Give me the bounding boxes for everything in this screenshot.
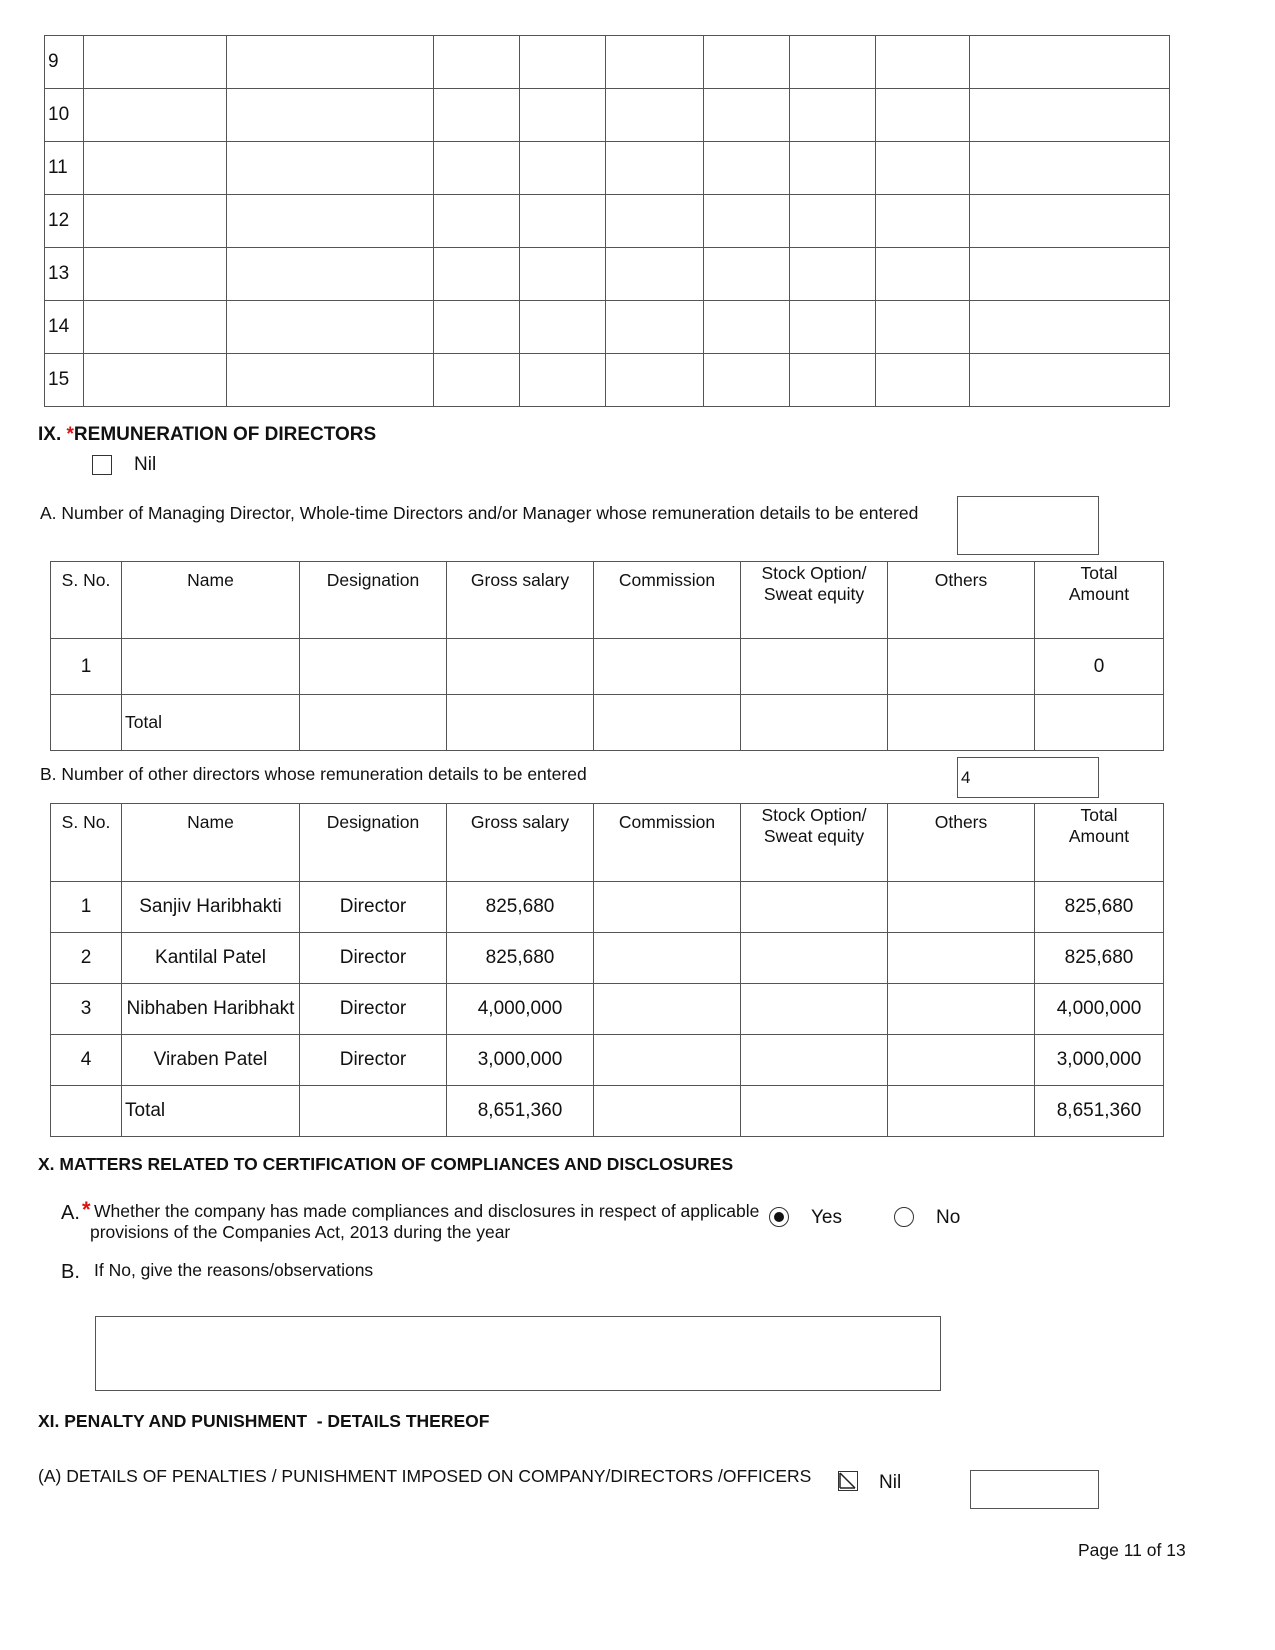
commission-cell[interactable] <box>594 933 741 984</box>
table-row <box>51 1035 1164 1086</box>
sno-cell: 1 <box>51 882 122 933</box>
section-x-b-prefix: B. <box>61 1261 80 1283</box>
total-amount-total: 8,651,360 <box>1035 1086 1164 1137</box>
checkbox-mark-icon <box>839 1472 856 1489</box>
continuation-table <box>44 35 1170 407</box>
section-x-b-label: If No, give the reasons/observations <box>94 1260 374 1280</box>
required-asterisk: * <box>82 1197 91 1222</box>
col-header-others: Others <box>888 804 1035 882</box>
others-cell[interactable] <box>888 882 1035 933</box>
empty-cell[interactable] <box>970 354 1170 407</box>
empty-cell[interactable] <box>970 89 1170 142</box>
total-row <box>51 1086 1164 1137</box>
empty-cell <box>594 695 741 751</box>
row-number-cell: 9 <box>45 36 84 89</box>
sno-cell: 2 <box>51 933 122 984</box>
empty-cell[interactable] <box>790 89 876 142</box>
empty-cell[interactable] <box>84 195 227 248</box>
empty-cell[interactable] <box>876 36 970 89</box>
empty-cell[interactable] <box>704 36 790 89</box>
col-header-name: Name <box>122 562 300 639</box>
table-row <box>45 89 1170 142</box>
empty-cell[interactable] <box>520 248 606 301</box>
col-header-commission: Commission <box>594 804 741 882</box>
table-b-header-row <box>51 804 1164 882</box>
designation-cell[interactable] <box>300 639 447 695</box>
table-row <box>51 639 1164 695</box>
table-a <box>50 561 1164 751</box>
empty-cell <box>888 1086 1035 1137</box>
empty-cell[interactable] <box>227 301 434 354</box>
total-amount-line1: Total <box>1080 563 1118 583</box>
required-asterisk: * <box>66 424 74 445</box>
empty-cell[interactable] <box>790 195 876 248</box>
empty-cell[interactable] <box>227 195 434 248</box>
others-cell[interactable] <box>888 933 1035 984</box>
empty-cell[interactable] <box>606 36 704 89</box>
col-header-commission: Commission <box>594 562 741 639</box>
name-cell[interactable] <box>122 639 300 695</box>
empty-cell[interactable] <box>520 354 606 407</box>
empty-cell[interactable] <box>434 89 520 142</box>
empty-cell[interactable] <box>704 248 790 301</box>
empty-cell <box>741 1086 888 1137</box>
nil-label-ix: Nil <box>134 454 157 475</box>
empty-cell[interactable] <box>84 354 227 407</box>
empty-cell[interactable] <box>876 301 970 354</box>
name-cell[interactable]: Viraben Patel <box>122 1035 300 1086</box>
empty-cell <box>300 1086 447 1137</box>
empty-cell[interactable] <box>520 142 606 195</box>
table-row <box>51 984 1164 1035</box>
stock-option-line1: Stock Option/ <box>761 805 867 825</box>
empty-cell[interactable] <box>227 354 434 407</box>
col-header-gross-salary: Gross salary <box>447 804 594 882</box>
empty-cell[interactable] <box>704 89 790 142</box>
empty-cell[interactable] <box>84 301 227 354</box>
commission-cell[interactable] <box>594 984 741 1035</box>
table-row <box>51 882 1164 933</box>
table-row <box>45 301 1170 354</box>
table-a-header-row <box>51 562 1164 639</box>
empty-cell[interactable] <box>970 301 1170 354</box>
col-header-gross-salary: Gross salary <box>447 562 594 639</box>
gross-salary-total: 8,651,360 <box>447 1086 594 1137</box>
total-amount-line1: Total <box>1080 805 1118 825</box>
table-row <box>45 354 1170 407</box>
empty-cell <box>51 695 122 751</box>
empty-cell[interactable] <box>876 142 970 195</box>
stock-option-cell[interactable] <box>741 882 888 933</box>
others-cell[interactable] <box>888 984 1035 1035</box>
section-x-a-prefix: A. <box>61 1202 80 1224</box>
empty-cell[interactable] <box>520 301 606 354</box>
section-xi-heading: XI. PENALTY AND PUNISHMENT - DETAILS THEREOF <box>38 1411 490 1431</box>
page-number: Page 11 of 13 <box>1078 1540 1186 1560</box>
empty-cell[interactable] <box>520 36 606 89</box>
empty-cell <box>888 695 1035 751</box>
col-header-designation: Designation <box>300 804 447 882</box>
empty-cell[interactable] <box>434 142 520 195</box>
empty-cell[interactable] <box>434 354 520 407</box>
total-amount-cell: 4,000,000 <box>1035 984 1164 1035</box>
empty-cell[interactable] <box>876 354 970 407</box>
empty-cell[interactable] <box>84 89 227 142</box>
col-header-designation: Designation <box>300 562 447 639</box>
no-label: No <box>936 1207 961 1228</box>
col-header-stock-option <box>741 562 888 639</box>
table-row <box>45 195 1170 248</box>
empty-cell[interactable] <box>790 142 876 195</box>
part-b-label: B. Number of other directors whose remuneration details to be entered <box>40 764 587 784</box>
col-header-sno: S. No. <box>51 804 122 882</box>
empty-cell[interactable] <box>970 142 1170 195</box>
total-amount-cell: 825,680 <box>1035 882 1164 933</box>
empty-cell[interactable] <box>876 248 970 301</box>
gross-salary-cell[interactable] <box>447 639 594 695</box>
name-cell[interactable]: Sanjiv Haribhakti <box>122 882 300 933</box>
empty-cell[interactable] <box>704 354 790 407</box>
empty-cell[interactable] <box>790 354 876 407</box>
gross-salary-cell[interactable]: 3,000,000 <box>447 1035 594 1086</box>
total-label: Total <box>122 1086 300 1137</box>
empty-cell <box>594 1086 741 1137</box>
empty-cell[interactable] <box>434 36 520 89</box>
col-header-others: Others <box>888 562 1035 639</box>
designation-cell[interactable]: Director <box>300 1035 447 1086</box>
empty-cell[interactable] <box>704 301 790 354</box>
stock-option-cell[interactable] <box>741 984 888 1035</box>
gross-salary-cell[interactable]: 825,680 <box>447 933 594 984</box>
col-header-stock-option <box>741 804 888 882</box>
radio-selected-dot <box>774 1212 784 1222</box>
row-number-cell: 11 <box>45 142 84 195</box>
empty-cell[interactable] <box>606 301 704 354</box>
empty-cell[interactable] <box>970 248 1170 301</box>
section-x-heading: X. MATTERS RELATED TO CERTIFICATION OF COMPLIANCES AND DISCLOSURES <box>38 1154 734 1174</box>
row-number-cell: 14 <box>45 301 84 354</box>
col-header-total-amount <box>1035 804 1164 882</box>
table-row <box>45 36 1170 89</box>
no-radio[interactable] <box>894 1207 914 1227</box>
commission-cell[interactable] <box>594 882 741 933</box>
penalties-field[interactable] <box>970 1470 1099 1509</box>
empty-cell[interactable] <box>227 36 434 89</box>
col-header-sno: S. No. <box>51 562 122 639</box>
table-row <box>51 933 1164 984</box>
row-number-cell: 10 <box>45 89 84 142</box>
section-x-a-line1: Whether the company has made compliances and disclosures in respect of applicable <box>94 1201 760 1221</box>
empty-cell[interactable] <box>84 142 227 195</box>
stock-option-cell[interactable] <box>741 933 888 984</box>
table-b <box>50 803 1164 1137</box>
empty-cell[interactable] <box>434 301 520 354</box>
nil-label-xi: Nil <box>879 1472 902 1493</box>
row-number-cell: 15 <box>45 354 84 407</box>
nil-checkbox-xi[interactable] <box>838 1471 858 1491</box>
stock-option-line1: Stock Option/ <box>761 563 867 583</box>
nil-checkbox-ix[interactable] <box>92 455 112 475</box>
stock-option-cell[interactable] <box>741 1035 888 1086</box>
empty-cell[interactable] <box>876 195 970 248</box>
sno-cell: 1 <box>51 639 122 695</box>
section-ix-heading <box>38 424 376 446</box>
empty-cell[interactable] <box>876 89 970 142</box>
total-row <box>51 695 1164 751</box>
total-amount-cell: 3,000,000 <box>1035 1035 1164 1086</box>
empty-cell[interactable] <box>434 248 520 301</box>
section-ix-title: REMUNERATION OF DIRECTORS <box>73 424 377 445</box>
total-label: Total <box>122 695 300 751</box>
col-header-name: Name <box>122 804 300 882</box>
reasons-textarea[interactable] <box>95 1316 941 1391</box>
sno-cell: 4 <box>51 1035 122 1086</box>
commission-cell[interactable] <box>594 1035 741 1086</box>
empty-cell[interactable] <box>606 195 704 248</box>
empty-cell[interactable] <box>606 354 704 407</box>
commission-cell[interactable] <box>594 639 741 695</box>
part-a-count-field[interactable] <box>957 496 1099 555</box>
designation-cell[interactable]: Director <box>300 882 447 933</box>
part-b-count-field[interactable]: 4 <box>957 757 1099 798</box>
total-amount-line2: Amount <box>1068 584 1130 604</box>
empty-cell[interactable] <box>606 248 704 301</box>
empty-cell[interactable] <box>790 301 876 354</box>
row-number-cell: 13 <box>45 248 84 301</box>
empty-cell[interactable] <box>84 36 227 89</box>
section-x-a-line2: provisions of the Companies Act, 2013 during the year <box>90 1222 511 1242</box>
gross-salary-cell[interactable]: 4,000,000 <box>447 984 594 1035</box>
total-amount-cell: 0 <box>1035 639 1164 695</box>
gross-salary-cell[interactable]: 825,680 <box>447 882 594 933</box>
empty-cell[interactable] <box>704 142 790 195</box>
total-amount-line2: Amount <box>1068 826 1130 846</box>
empty-cell[interactable] <box>84 248 227 301</box>
empty-cell[interactable] <box>970 36 1170 89</box>
empty-cell[interactable] <box>227 142 434 195</box>
total-amount-total <box>1035 695 1164 751</box>
others-cell[interactable] <box>888 1035 1035 1086</box>
designation-cell[interactable]: Director <box>300 984 447 1035</box>
gross-salary-total <box>447 695 594 751</box>
empty-cell <box>741 695 888 751</box>
stock-option-cell[interactable] <box>741 639 888 695</box>
empty-cell[interactable] <box>227 89 434 142</box>
penalties-label: (A) DETAILS OF PENALTIES / PUNISHMENT IMPOSED ON COMPANY/DIRECTORS /OFFICERS <box>38 1466 812 1486</box>
table-row <box>45 142 1170 195</box>
empty-cell[interactable] <box>606 142 704 195</box>
col-header-total-amount <box>1035 562 1164 639</box>
empty-cell[interactable] <box>790 36 876 89</box>
empty-cell[interactable] <box>227 248 434 301</box>
empty-cell[interactable] <box>520 89 606 142</box>
empty-cell[interactable] <box>606 89 704 142</box>
empty-cell <box>51 1086 122 1137</box>
name-cell[interactable]: Kantilal Patel <box>122 933 300 984</box>
row-number-cell: 12 <box>45 195 84 248</box>
total-amount-cell: 825,680 <box>1035 933 1164 984</box>
section-ix-prefix: IX. <box>38 424 67 445</box>
table-row <box>45 248 1170 301</box>
name-cell[interactable]: Nibhaben Haribhakt <box>122 984 300 1035</box>
yes-label: Yes <box>811 1207 842 1228</box>
stock-option-line2: Sweat equity <box>763 584 865 604</box>
designation-cell[interactable]: Director <box>300 933 447 984</box>
sno-cell: 3 <box>51 984 122 1035</box>
part-a-label: A. Number of Managing Director, Whole-time Directors and/or Manager whose remuneration details to be entered <box>40 503 919 523</box>
empty-cell[interactable] <box>704 195 790 248</box>
empty-cell[interactable] <box>970 195 1170 248</box>
stock-option-line2: Sweat equity <box>763 826 865 846</box>
empty-cell[interactable] <box>434 195 520 248</box>
empty-cell[interactable] <box>520 195 606 248</box>
empty-cell <box>300 695 447 751</box>
others-cell[interactable] <box>888 639 1035 695</box>
empty-cell[interactable] <box>790 248 876 301</box>
yes-radio[interactable] <box>769 1207 789 1227</box>
